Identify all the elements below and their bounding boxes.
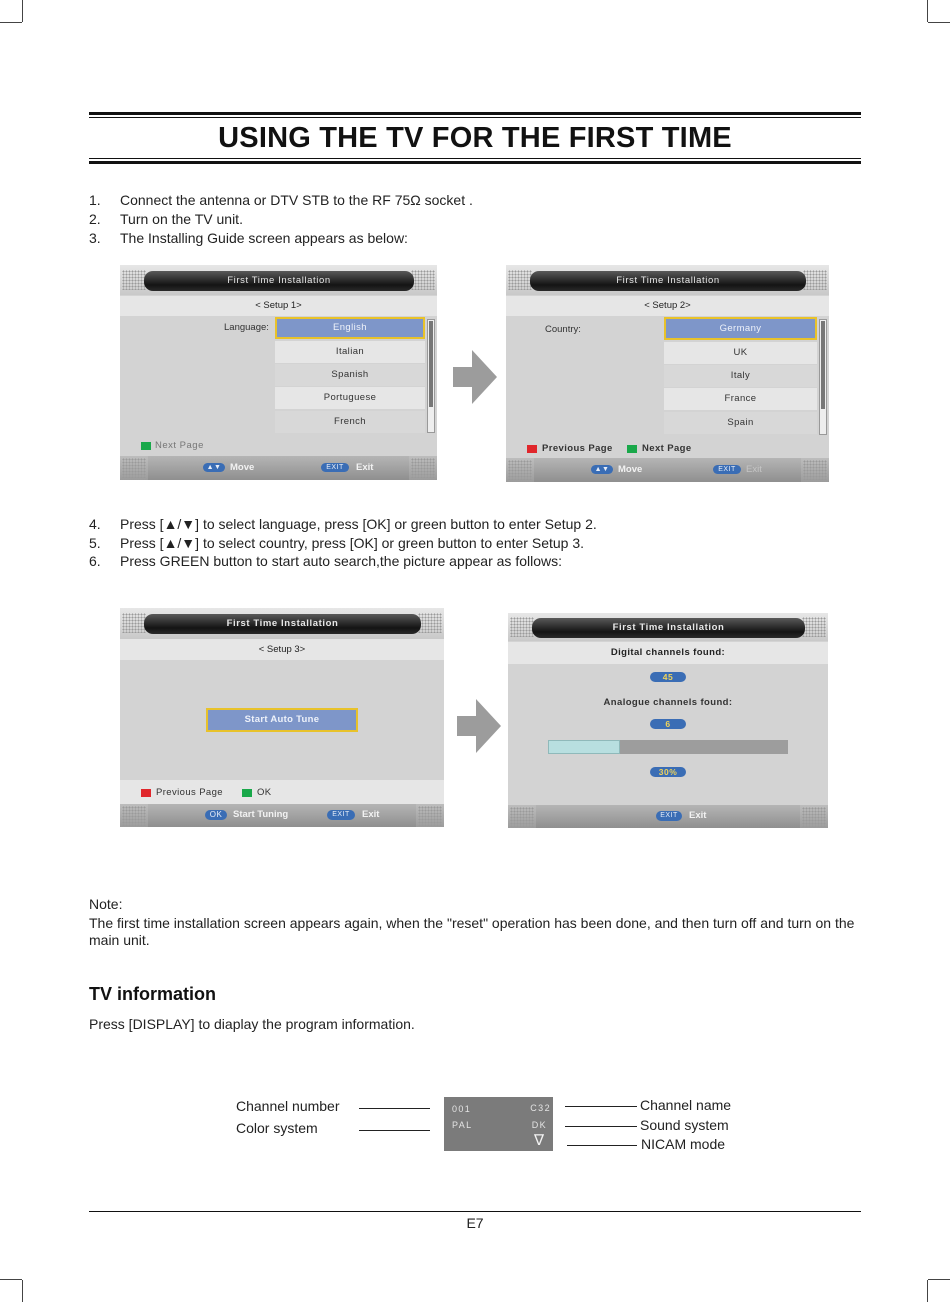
- sound-system-caption: Sound system: [640, 1117, 729, 1133]
- language-scrollbar[interactable]: [427, 319, 435, 433]
- dot-pattern: [803, 460, 827, 480]
- country-scrollbar[interactable]: [819, 319, 827, 435]
- exit-key-icon: EXIT: [327, 810, 355, 820]
- crop-mark: [0, 1279, 22, 1280]
- up-down-key-icon: ▲▼: [203, 463, 225, 472]
- setup3-screen: [120, 608, 444, 827]
- crop-mark: [928, 1279, 950, 1280]
- step-item: 2. Turn on the TV unit.: [89, 211, 243, 227]
- analogue-channels-label: Analogue channels found:: [603, 697, 733, 708]
- country-option[interactable]: Spain: [664, 412, 817, 434]
- dot-pattern: [418, 806, 442, 826]
- tv-info-heading: TV information: [89, 984, 216, 1004]
- dot-pattern: [510, 807, 534, 827]
- dot-pattern: [122, 458, 146, 478]
- leader-line: [359, 1108, 430, 1109]
- arrow-right-icon: [457, 699, 501, 753]
- exit-label: Exit: [689, 810, 707, 821]
- channel-number-value: 001: [452, 1104, 472, 1114]
- step-item: 3. The Installing Guide screen appears as below:: [89, 230, 408, 246]
- previous-page-hint: Previous Page: [542, 443, 613, 454]
- dot-pattern: [411, 270, 435, 290]
- screen-header: First Time Installation: [530, 271, 806, 291]
- dot-pattern: [510, 617, 534, 637]
- step-item: 4. Press [▲/▼] to select language, press [OK] or green button to enter Setup 2.: [89, 516, 597, 532]
- country-option[interactable]: France: [664, 388, 817, 410]
- dot-pattern: [508, 460, 532, 480]
- note-heading: Note:: [89, 896, 123, 912]
- dot-pattern: [802, 617, 826, 637]
- language-option[interactable]: Italian: [275, 341, 425, 363]
- crop-mark: [0, 22, 22, 23]
- color-system-caption: Color system: [236, 1120, 318, 1136]
- language-option[interactable]: Spanish: [275, 364, 425, 386]
- crop-mark: [927, 0, 928, 22]
- exit-key-icon: EXIT: [321, 463, 349, 472]
- dot-pattern: [802, 807, 826, 827]
- step-item: 1. Connect the antenna or DTV STB to the RF 75Ω socket .: [89, 192, 473, 208]
- sound-system-value: DK: [531, 1120, 547, 1130]
- screen-header: First Time Installation: [144, 271, 414, 291]
- ok-hint: OK: [257, 787, 272, 798]
- dot-pattern: [122, 806, 146, 826]
- channel-name-caption: Channel name: [640, 1097, 732, 1113]
- green-button-icon: [627, 445, 637, 453]
- step-item: 5. Press [▲/▼] to select country, press [OK] or green button to enter Setup 3.: [89, 535, 585, 551]
- country-option[interactable]: Italy: [664, 365, 817, 387]
- dot-pattern: [803, 270, 827, 290]
- next-page-hint: Next Page: [642, 443, 692, 454]
- start-tuning-label: Start Tuning: [233, 809, 289, 820]
- up-down-key-icon: ▲▼: [591, 465, 613, 474]
- green-button-icon: [141, 442, 151, 450]
- progress-fill: [548, 740, 620, 754]
- red-button-icon: [527, 445, 537, 453]
- green-button-icon: [242, 789, 252, 797]
- note-text: The first time installation screen appears again, when the "reset" operation has been done, and then turn off and turn on the main unit.: [89, 915, 855, 948]
- title-rule-bottom: [89, 161, 861, 164]
- page-number: E7: [466, 1215, 484, 1231]
- digital-count-badge: 45: [650, 672, 686, 682]
- exit-label: Exit: [356, 462, 374, 473]
- crop-mark: [928, 22, 950, 23]
- move-label: Move: [230, 462, 255, 473]
- language-option[interactable]: French: [275, 411, 425, 433]
- dot-pattern: [122, 270, 146, 290]
- page-title: USING THE TV FOR THE FIRST TIME: [218, 122, 732, 154]
- screen-header: First Time Installation: [532, 618, 805, 638]
- language-option[interactable]: English: [275, 317, 425, 339]
- country-option[interactable]: Germany: [664, 317, 817, 340]
- progress-bar: [548, 740, 788, 754]
- dot-pattern: [508, 270, 532, 290]
- red-button-icon: [141, 789, 151, 797]
- exit-label: Exit: [362, 809, 380, 820]
- start-auto-tune-button[interactable]: Start Auto Tune: [206, 708, 358, 732]
- analogue-count-badge: 6: [650, 719, 686, 729]
- nicam-mode-icon: ∇: [533, 1132, 544, 1149]
- language-option[interactable]: Portuguese: [275, 387, 425, 409]
- language-label: Language:: [224, 322, 269, 333]
- nicam-mode-caption: NICAM mode: [641, 1136, 726, 1152]
- program-info-box: [444, 1097, 553, 1151]
- move-label: Move: [618, 464, 643, 475]
- leader-line: [565, 1126, 637, 1127]
- tv-info-text: Press [DISPLAY] to diaplay the program information.: [89, 1016, 415, 1032]
- title-rule-top: [89, 112, 861, 115]
- setup2-screen: [506, 265, 829, 482]
- digital-channels-label: Digital channels found:: [508, 642, 828, 664]
- title-rule-bottom-thin: [89, 158, 861, 159]
- footer-rule: [89, 1211, 861, 1212]
- exit-key-icon: EXIT: [656, 811, 682, 821]
- leader-line: [359, 1130, 430, 1131]
- screen-subtitle: < Setup 3>: [120, 639, 444, 660]
- crop-mark: [22, 0, 23, 22]
- dot-pattern: [418, 613, 442, 633]
- crop-mark: [927, 1280, 928, 1302]
- color-system-value: PAL: [452, 1120, 473, 1130]
- country-option[interactable]: UK: [664, 342, 817, 364]
- leader-line: [567, 1145, 637, 1146]
- next-page-hint: Next Page: [155, 440, 204, 451]
- ok-key-icon: OK: [205, 810, 227, 820]
- arrow-right-icon: [453, 350, 497, 404]
- title-rule-top-thin: [89, 117, 861, 118]
- dot-pattern: [411, 458, 435, 478]
- screen-subtitle: < Setup 1>: [120, 296, 437, 316]
- auto-search-screen: [508, 613, 828, 828]
- channel-number-caption: Channel number: [236, 1098, 340, 1114]
- dot-pattern: [122, 613, 146, 633]
- country-label: Country:: [545, 324, 581, 335]
- progress-percent-badge: 30%: [650, 767, 686, 777]
- screen-header: First Time Installation: [144, 614, 421, 634]
- step-item: 6. Press GREEN button to start auto search,the picture appear as follows:: [89, 553, 562, 569]
- setup1-screen: [120, 265, 437, 480]
- leader-line: [565, 1106, 637, 1107]
- previous-page-hint: Previous Page: [156, 787, 223, 798]
- exit-key-icon: EXIT: [713, 465, 741, 474]
- exit-label: Exit: [746, 464, 762, 475]
- crop-mark: [22, 1280, 23, 1302]
- channel-name-value: C32: [530, 1103, 551, 1113]
- screen-subtitle: < Setup 2>: [506, 296, 829, 316]
